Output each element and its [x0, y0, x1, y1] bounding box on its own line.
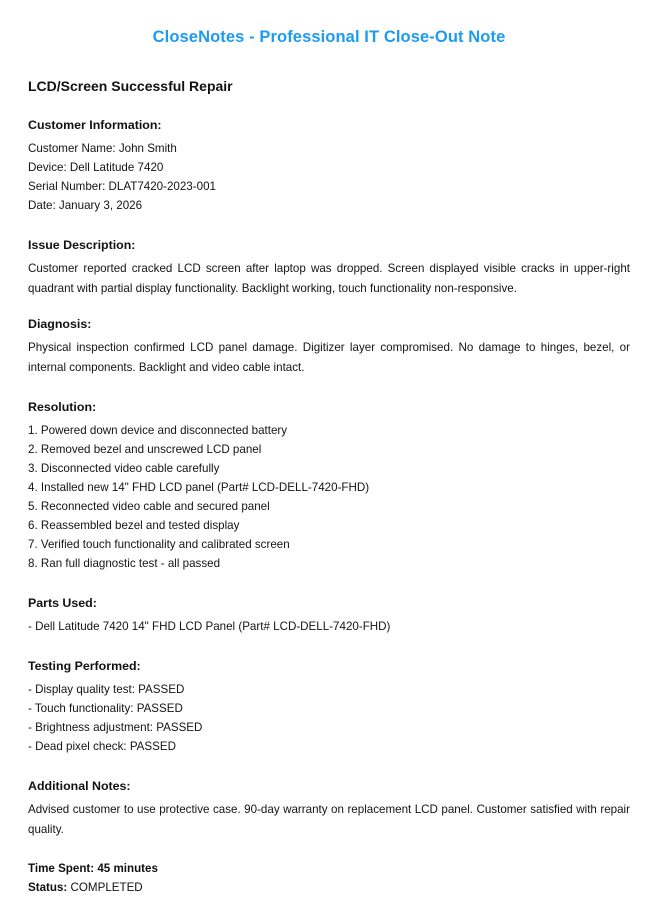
list-item: - Display quality test: PASSED [28, 683, 185, 696]
section-issue-description [28, 237, 630, 298]
additional-notes-body: Advised customer to use protective case. 90-day warranty on replacement LCD panel. Customer satisfied with repair quality. [28, 803, 630, 836]
date-line: Date: January 3, 2026 [28, 199, 143, 212]
page-title: CloseNotes - Professional IT Close-Out Note [152, 28, 506, 46]
document-subtitle: LCD/Screen Successful Repair [28, 78, 233, 94]
customer-name-line: Customer Name: John Smith [28, 142, 177, 155]
time-spent-line: Time Spent: 45 minutes [28, 862, 158, 875]
section-testing-performed [28, 658, 630, 756]
status-label: Status: [28, 881, 68, 894]
additional-notes-heading: Additional Notes: [28, 779, 131, 793]
list-item: 4. Installed new 14" FHD LCD panel (Part# LCD-DELL-7420-FHD) [28, 481, 370, 494]
list-item: - Dell Latitude 7420 14" FHD LCD Panel (Part# LCD-DELL-7420-FHD) [28, 620, 391, 633]
section-diagnosis [28, 316, 630, 377]
status-line [28, 878, 630, 897]
list-item: - Brightness adjustment: PASSED [28, 721, 203, 734]
testing-performed-heading: Testing Performed: [28, 659, 141, 673]
list-item: 2. Removed bezel and unscrewed LCD panel [28, 443, 262, 456]
parts-used-heading: Parts Used: [28, 596, 97, 610]
list-item: 1. Powered down device and disconnected battery [28, 424, 288, 437]
issue-description-body: Customer reported cracked LCD screen after laptop was dropped. Screen displayed visible cracks in upper-right quadrant with partial display functionality. Backlight working, touch functionality non-responsive. [28, 262, 630, 295]
summary-block [28, 859, 630, 897]
customer-information-heading: Customer Information: [28, 118, 162, 132]
diagnosis-body: Physical inspection confirmed LCD panel damage. Digitizer layer compromised. No damage to hinges, bezel, or internal components. Backlight and video cable intact. [28, 341, 630, 374]
section-customer-information [28, 117, 630, 215]
device-line: Device: Dell Latitude 7420 [28, 161, 164, 174]
list-item: - Dead pixel check: PASSED [28, 740, 176, 753]
list-item: 6. Reassembled bezel and tested display [28, 519, 240, 532]
serial-number-line: Serial Number: DLAT7420-2023-001 [28, 180, 216, 193]
section-resolution [28, 399, 630, 573]
list-item: - Touch functionality: PASSED [28, 702, 183, 715]
diagnosis-heading: Diagnosis: [28, 317, 92, 331]
issue-description-heading: Issue Description: [28, 238, 136, 252]
status-badge: COMPLETED [70, 881, 143, 894]
resolution-heading: Resolution: [28, 400, 97, 414]
list-item: 7. Verified touch functionality and calibrated screen [28, 538, 290, 551]
list-item: 5. Reconnected video cable and secured panel [28, 500, 270, 513]
list-item: 8. Ran full diagnostic test - all passed [28, 557, 221, 570]
list-item: 3. Disconnected video cable carefully [28, 462, 220, 475]
section-parts-used [28, 595, 630, 636]
section-additional-notes [28, 778, 630, 839]
